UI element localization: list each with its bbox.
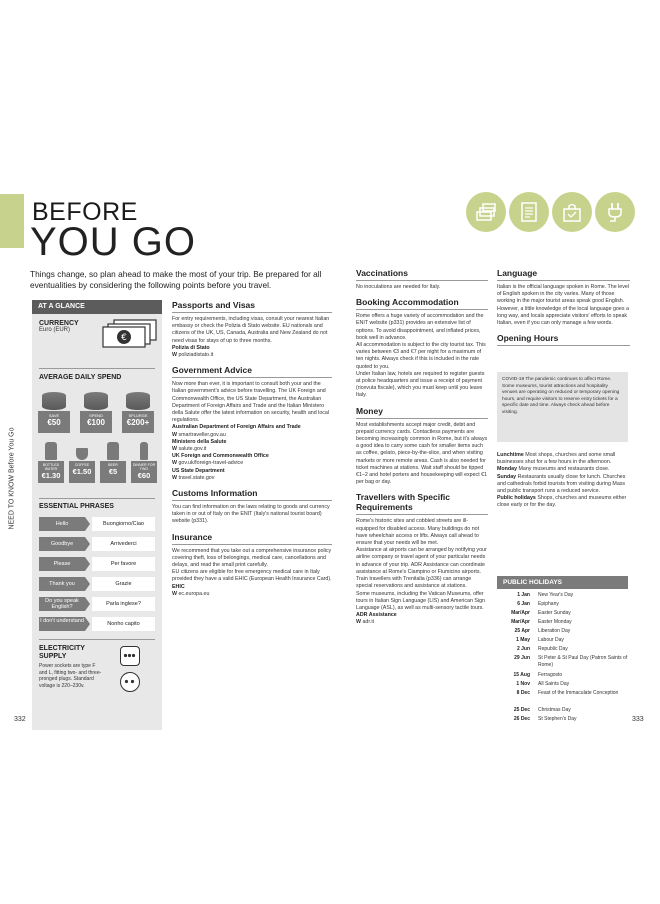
beer-glass-icon xyxy=(107,442,119,460)
electricity-title: ELECTRICITY SUPPLY xyxy=(39,645,85,660)
holiday-name: Easter Monday xyxy=(538,619,572,625)
holiday-name: New Year's Day xyxy=(538,592,574,598)
wine-bottle-icon xyxy=(140,442,148,460)
running-head: NEED TO KNOW Before You Go xyxy=(8,427,16,530)
web-icon: W xyxy=(356,619,361,626)
column-1: Passports and Visas For entry requirements, including visas, consult your nearest Italian embassy or check the Polizia di Stato website. EU nationals and citizens of the UK, US, Canada, Australia and New Zealand do not need visas for stays of up to three months. Polizia di Stato W poliziadistato.it Government Advice Now more than ever, it is important to consult both your and the Italian government's advice before travelling. The UK Foreign and Commonwealth Office, the US State Department, the Australian Department of Foreign Affairs and Trade and the Italian Ministero della Salute offer the latest information on security, health and local regulations. Australian Department of Foreign Affairs and Trade W smartraveller.gov.au Ministero della Salute W salute.gov.it UK Foreign and Commonwealth Office W gov.uk/foreign-travel-advice US State Department W travel.state.gov Customs Information You can find information on the laws relating to goods and currency taken in or out of Italy on the ENIT (Italy's national tourist board) website (p331). Insurance We recommend that you take out a comprehensive insurance policy covering theft, loss of belongings, medical care, cancellations and delays, and read the small print carefully. EU citizens are eligible for free emergency medical care in Italy provided they have a valid EHIC (European Health Insurance Card). EHIC W ec.europa.eu xyxy=(172,300,332,597)
coins-icon xyxy=(42,392,66,410)
phrases-title: ESSENTIAL PHRASES xyxy=(39,503,114,510)
document-icon xyxy=(509,192,549,232)
intro-text: Things change, so plan ahead to make the most of your trip. Be prepared for all eventualities by considering the following points before you travel. xyxy=(30,269,322,290)
socket-type-f-icon xyxy=(120,672,140,692)
travellers-text: Rome's historic sites and cobbled streets are ill-equipped for disabled access. Many buildings do not have wheelchair access or lifts. Always call ahead to ensure that your needs will be met. xyxy=(356,518,480,547)
column-2: Vaccinations No inoculations are needed for Italy. Booking Accommodation Rome offers a huge variety of accommodation and the ENIT website (p331) provides an extensive list of options. To avoid disappointment, and inflated prices, book well in advance. All accommodation is subject to the city tourist tax. This varies between €3 and €7 per night for a maximum of ten nights. Always check if this is included in the rate quoted to you. Under Italian law, hotels are required to register guests at police headquarters and issue a receipt of payment (ricevuta fiscale), which you must keep until you leave Italy. Money Most establishments accept major credit, debit and prepaid currency cards. Contactless payments are becoming increasingly common in Rome, but it's always a good idea to carry some cash for smaller items such as coffee, gelato, piece-by-the-slice, and when visiting markets or more remote areas. Cash is also needed for ticket machines at stations. Wait staff should be tipped €1–2 and hotel porters and housekeeping will expect €1 per bag or day. Travellers with Specific Requirements Rome's historic sites and cobbled streets are ill-equipped for disabled access. Many buildings do not have wheelchair access or lifts. Always call ahead to ensure that your needs will be met. Assistance at airports can be arranged by notifying your airline company or travel agent of your particular needs in advance of your trip. ADR Assistance can coordinate assistance at Rome's Ciampino or Fiumicino airports. Train travellers with Trenitalia (p336) can arrange special reservations and assistance at stations. Some museums, including the Vatican Museums, offer tours in Italian Sign Language (LIS) and American Sign Language (ASL), as well as multi-sensory tactile tours. ADR Assistance W adr.it xyxy=(356,268,488,626)
at-a-glance-panel xyxy=(32,300,162,730)
holiday-name: Easter Sunday xyxy=(538,610,571,616)
page-title-line2: YOU GO xyxy=(30,220,197,264)
passports-text: For entry requirements, including visas, consult your nearest Italian embassy or check the Polizia di Stato website. EU nationals and citizens of the UK, US, Canada, Australia and New Zealand do not need visas for stays of up to three months. xyxy=(172,316,330,344)
holiday-date: 1 Nov xyxy=(516,681,530,687)
currency-title: CURRENCY xyxy=(39,320,79,327)
coins-icon xyxy=(84,392,108,410)
spend-splurge: SPLURGE €200+ xyxy=(122,392,154,433)
gov-advice-heading: Government Advice xyxy=(172,365,252,376)
holiday-name: All Saints Day xyxy=(538,681,570,687)
holiday-name: Labour Day xyxy=(538,637,564,643)
holiday-date: 15 Aug xyxy=(513,672,530,678)
holiday-date: Mar/Apr xyxy=(511,619,530,625)
spend-spend: SPEND €100 xyxy=(80,392,112,433)
holiday-name: Christmas Day xyxy=(538,707,571,713)
web-icon: W xyxy=(172,474,177,481)
electricity-text: Power sockets are type F and L, fitting two- and three-pronged plugs. Standard voltage is 220–230v. xyxy=(39,663,102,689)
price-water: BOTTLED WATER €1.30 xyxy=(38,442,64,483)
opening-hours-heading: Opening Hours xyxy=(497,333,559,344)
public-holidays-header: PUBLIC HOLIDAYS xyxy=(497,576,628,589)
holiday-name: St Stephen's Day xyxy=(538,716,577,722)
column-3 xyxy=(497,268,630,349)
web-icon: W xyxy=(172,431,177,438)
phrase-row: Thank you Grazie xyxy=(39,577,155,591)
insurance-text: We recommend that you take out a comprehensive insurance policy covering theft, loss of belongings, medical care, cancellations and delays, and read the small print carefully. xyxy=(172,547,332,569)
money-icon xyxy=(466,192,506,232)
price-beer: BEER €5 xyxy=(100,442,126,483)
web-icon: W xyxy=(172,446,177,453)
covid-notice: COVID-19 The pandemic continues to affect Rome. Some museums, tourist attractions and hospitality venues are operating on reduced or temporary opening hours, and require visitors to reserve entry tickets for a specific date and time. Always check ahead before visiting. xyxy=(497,372,628,442)
language-text: Italian is the official language spoken in Rome. The level of English spoken in the city varies. Many of those working in the major tourist areas speak good English. However, a little knowledge of the local language goes a long way, and locals appreciate visitors' efforts to speak Italian, even if you can only manage a few words. xyxy=(497,284,630,327)
currency-sub: Euro (EUR) xyxy=(39,327,71,333)
price-examples xyxy=(38,442,158,488)
bottle-icon xyxy=(45,442,57,460)
opening-hours-list: Lunchtime Most shops, churches and some small businesses shut for a few hours in the afternoon. Monday Many museums and restaurants close. Sunday Restaurants usually close for lunch. Churches and cathedrals forbid tourists from visiting during Mass and public transport runs a reduced service. Public holidays Shops, churches and museums either close early or for the day. xyxy=(497,452,627,509)
web-icon: W xyxy=(172,352,177,359)
holiday-date: 25 Apr xyxy=(514,628,530,634)
holiday-name: Ferragosto xyxy=(538,672,563,678)
phrase-row: I don't understand Nonho capito xyxy=(39,617,155,631)
price-dinner: DINNER FOR TWO €60 xyxy=(131,442,157,483)
passports-heading: Passports and Visas xyxy=(172,300,255,310)
holiday-name: Epiphany xyxy=(538,601,559,607)
chapter-tab xyxy=(0,194,24,248)
phrase-row: Goodbye Arrivederci xyxy=(39,537,155,551)
price-coffee: COFFEE €1.50 xyxy=(69,442,95,483)
money-text: Most establishments accept major credit, debit and prepaid currency cards. Contactless payments are becoming increasingly common in Rome, but it's always a good idea to carry some cash for smaller items such as coffee, gelato, piece-by-the-slice, and when visiting markets or more remote areas. Cash is also needed for ticket machines at stations. Wait staff should be tipped €1–2 and hotel porters and housekeeping will expect €1 per bag or day. xyxy=(356,421,488,486)
holiday-date: 1 Jan xyxy=(517,592,530,598)
page-title-line1: BEFORE xyxy=(32,198,138,226)
coins-icon xyxy=(126,392,150,410)
vaccinations-text: No inoculations are needed for Italy. xyxy=(356,284,441,290)
phrase-row: Please Per favore xyxy=(39,557,155,571)
holiday-date: Mar/Apr xyxy=(511,610,530,616)
holiday-date: 6 Jan xyxy=(517,601,530,607)
plug-icon xyxy=(595,192,635,232)
holiday-name: St Peter & St Paul Day (Patron Saints of Rome) xyxy=(538,655,628,668)
money-heading: Money xyxy=(356,405,383,416)
travellers-heading: Travellers with Specific Requirements xyxy=(356,492,451,513)
bag-icon xyxy=(552,192,592,232)
holiday-date: 8 Dec xyxy=(516,690,530,696)
daily-spend-title: AVERAGE DAILY SPEND xyxy=(39,374,122,381)
web-icon: W xyxy=(172,590,177,597)
banknote-icon xyxy=(102,318,158,348)
holiday-name: Liberation Day xyxy=(538,628,571,634)
phrase-row: Hello Buongiorno/Ciao xyxy=(39,517,155,531)
svg-text:€: € xyxy=(121,333,127,343)
holiday-date: 29 Jun xyxy=(514,655,530,661)
holiday-date: 2 Jun xyxy=(516,646,530,652)
holiday-name: Republic Day xyxy=(538,646,568,652)
holiday-date: 25 Dec xyxy=(513,707,530,713)
holiday-name: Feast of the Immaculate Conception xyxy=(538,690,619,696)
gov-advice-text: Now more than ever, it is important to consult both your and the Italian government's advice before travelling. The UK Foreign and Commonwealth Office, the US State Department, the Australian Department of Foreign Affairs and Trade and the Italian Ministero della Salute offer the latest information on security, health and local regulations. xyxy=(172,381,330,424)
holiday-date: 26 Dec xyxy=(513,716,530,722)
language-heading: Language xyxy=(497,268,538,278)
customs-heading: Customs Information xyxy=(172,488,258,499)
holiday-date: 1 May xyxy=(516,637,530,643)
insurance-heading: Insurance xyxy=(172,531,213,542)
spend-save: SAVE €50 xyxy=(38,392,70,433)
daily-spend xyxy=(38,392,158,438)
booking-heading: Booking Accommodation xyxy=(356,297,459,308)
socket-type-l-icon xyxy=(120,646,140,666)
booking-text: Rome offers a huge variety of accommodation and the ENIT website (p331) provides an extensive list of options. To avoid disappointment, and inflated prices, book well in advance. xyxy=(356,313,484,341)
header-icons xyxy=(466,192,636,234)
page-number-left: 332 xyxy=(14,716,26,723)
customs-text: You can find information on the laws relating to goods and currency taken in or out of Italy on the ENIT (Italy's national tourist board) website (p331). xyxy=(172,504,330,525)
vaccinations-heading: Vaccinations xyxy=(356,268,408,278)
page-number-right: 333 xyxy=(632,716,644,723)
phrase-row: Do you speak English? Parla inglese? xyxy=(39,597,155,611)
coffee-cup-icon xyxy=(76,448,88,460)
glance-header: AT A GLANCE xyxy=(32,300,162,314)
web-icon: W xyxy=(172,460,177,467)
